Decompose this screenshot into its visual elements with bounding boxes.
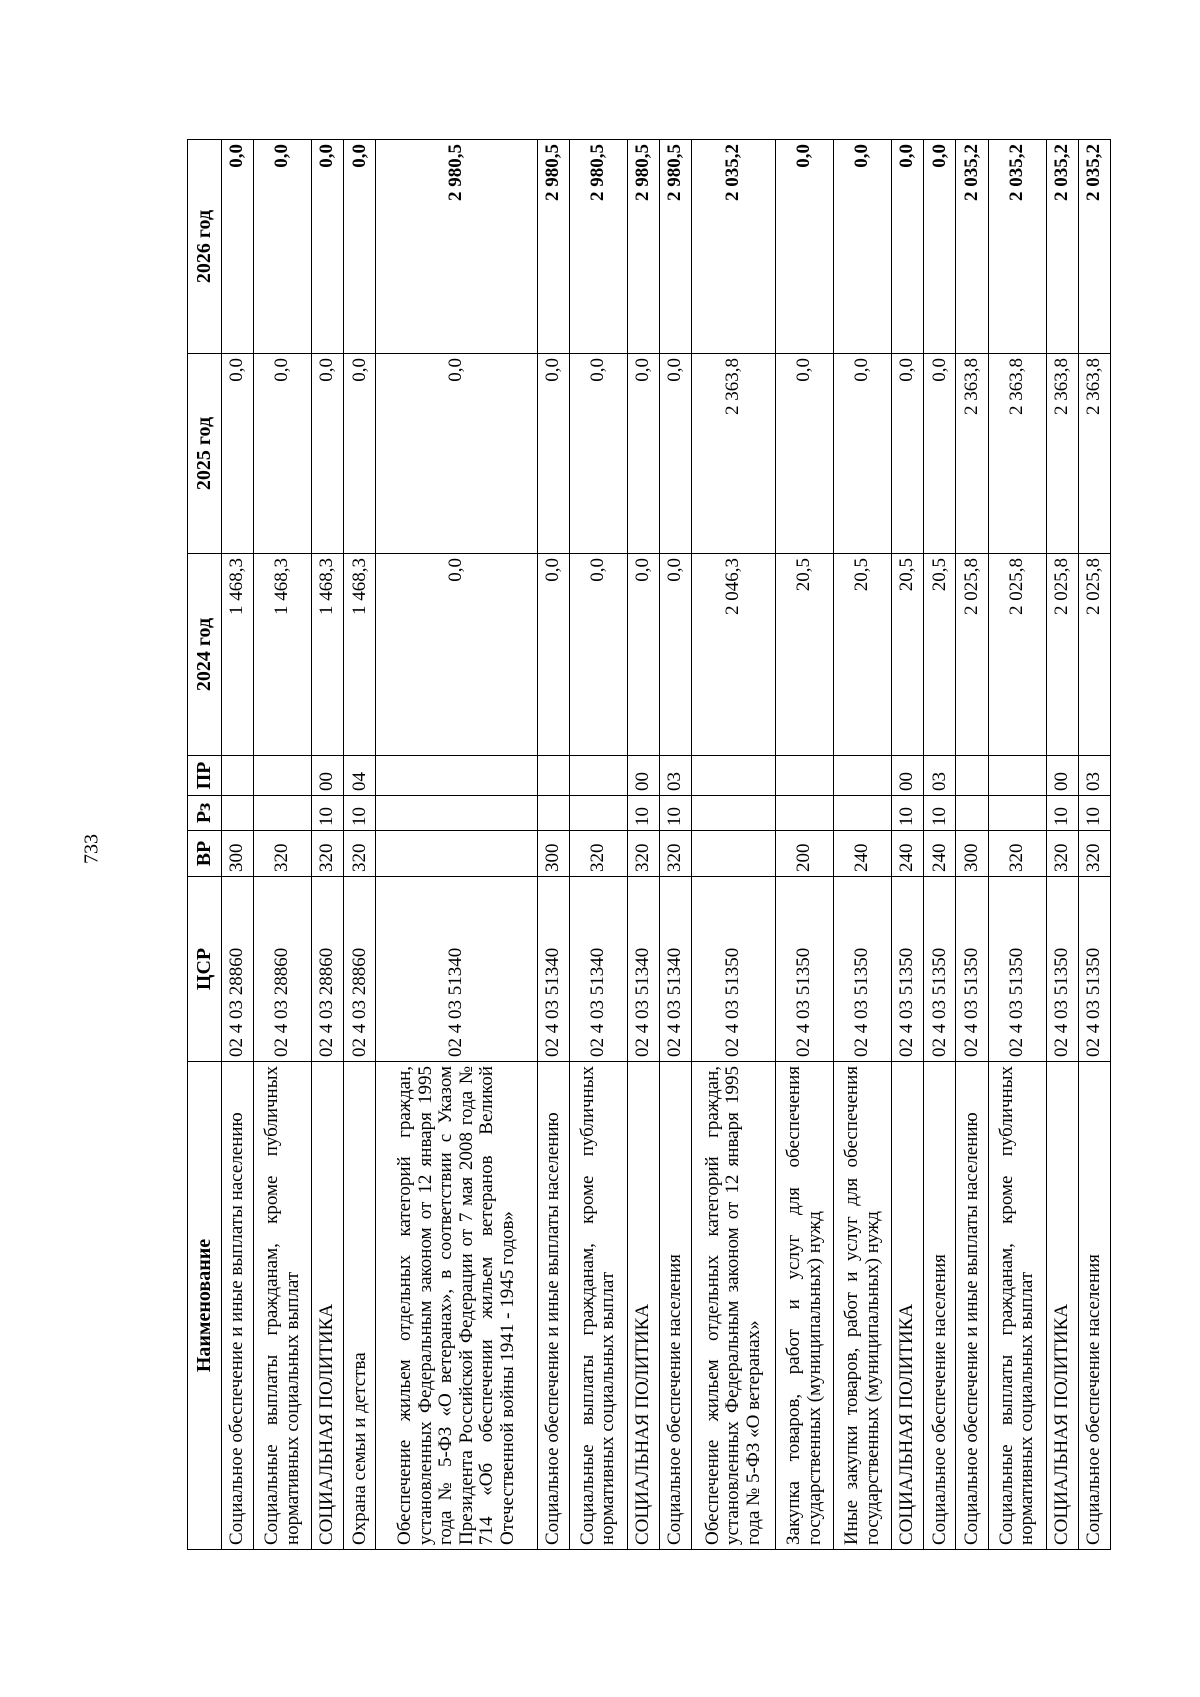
table-row	[627, 140, 659, 1550]
cell-pr	[376, 756, 537, 796]
cell-2024: 2 025,8	[1046, 554, 1078, 756]
cell-2026: 2 980,5	[660, 140, 692, 354]
cell-name: СОЦИАЛЬНАЯ ПОЛИТИКА	[892, 1062, 924, 1550]
cell-rz: 10	[892, 796, 924, 831]
cell-name: Обеспечение жильем отдельных категорий граждан, установленных Федеральным законом от 12 января 1995 года № 5-ФЗ «О ветеранах»	[692, 1062, 776, 1550]
table-header	[188, 140, 222, 1550]
cell-name: Охрана семьи и детства	[344, 1062, 376, 1550]
cell-csr: 02 4 03 51350	[1046, 877, 1078, 1062]
cell-2025: 0,0	[254, 354, 312, 554]
cell-name: Социальные выплаты гражданам, кроме публичных нормативных социальных выплат	[988, 1062, 1046, 1550]
cell-2026: 0,0	[254, 140, 312, 354]
cell-csr: 02 4 03 51350	[776, 877, 834, 1062]
table-row	[222, 140, 254, 1550]
cell-2025: 2 363,8	[956, 354, 988, 554]
cell-vr: 320	[569, 831, 627, 877]
cell-rz: 10	[1046, 796, 1078, 831]
cell-vr: 240	[892, 831, 924, 877]
cell-2025: 0,0	[537, 354, 569, 554]
cell-2024: 2 025,8	[956, 554, 988, 756]
cell-name: Социальное обеспечение и иные выплаты населению	[537, 1062, 569, 1550]
cell-name: Закупка товаров, работ и услуг для обеспечения государственных (муниципальных) нужд	[776, 1062, 834, 1550]
cell-pr	[956, 756, 988, 796]
table-row	[344, 140, 376, 1550]
cell-rz	[956, 796, 988, 831]
cell-pr: 03	[924, 756, 956, 796]
table-body	[222, 140, 1111, 1550]
cell-rz: 10	[344, 796, 376, 831]
cell-2025: 0,0	[834, 354, 892, 554]
table-row	[660, 140, 692, 1550]
cell-pr: 00	[1046, 756, 1078, 796]
cell-pr	[254, 756, 312, 796]
cell-vr: 300	[537, 831, 569, 877]
cell-csr: 02 4 03 28860	[222, 877, 254, 1062]
cell-rz: 10	[660, 796, 692, 831]
cell-pr: 00	[892, 756, 924, 796]
table-row	[892, 140, 924, 1550]
cell-vr: 320	[344, 831, 376, 877]
cell-2024: 20,5	[834, 554, 892, 756]
cell-2024: 2 046,3	[692, 554, 776, 756]
cell-name: СОЦИАЛЬНАЯ ПОЛИТИКА	[627, 1062, 659, 1550]
cell-csr: 02 4 03 51340	[660, 877, 692, 1062]
cell-pr: 04	[344, 756, 376, 796]
cell-vr: 320	[1046, 831, 1078, 877]
cell-vr: 200	[776, 831, 834, 877]
cell-2025: 0,0	[376, 354, 537, 554]
cell-name: Обеспечение жильем отдельных категорий граждан, установленных Федеральным законом от 12 января 1995 года № 5-ФЗ «О ветеранах», в соответствии с Указом Президента Российской Федерации от 7 мая 2008 года № 714 «Об обеспечении жильем ветеранов Великой Отечественной войны 1941 - 1945 годов»	[376, 1062, 537, 1550]
cell-2024: 0,0	[569, 554, 627, 756]
table-row	[569, 140, 627, 1550]
cell-vr	[692, 831, 776, 877]
cell-2025: 0,0	[222, 354, 254, 554]
cell-rz	[254, 796, 312, 831]
table-row	[776, 140, 834, 1550]
cell-csr: 02 4 03 28860	[312, 877, 344, 1062]
cell-pr	[692, 756, 776, 796]
cell-rz	[537, 796, 569, 831]
cell-2025: 2 363,8	[1046, 354, 1078, 554]
cell-name: Социальное обеспечение населения	[924, 1062, 956, 1550]
cell-pr	[834, 756, 892, 796]
cell-pr: 03	[660, 756, 692, 796]
cell-vr: 320	[988, 831, 1046, 877]
cell-name: Социальное обеспечение населения	[660, 1062, 692, 1550]
cell-2024: 20,5	[776, 554, 834, 756]
cell-pr: 03	[1078, 756, 1110, 796]
cell-2026: 2 035,2	[988, 140, 1046, 354]
header-pr: ПР	[188, 756, 222, 796]
cell-csr: 02 4 03 51350	[692, 877, 776, 1062]
cell-pr	[222, 756, 254, 796]
cell-2024: 0,0	[537, 554, 569, 756]
cell-2025: 0,0	[627, 354, 659, 554]
cell-2026: 0,0	[776, 140, 834, 354]
cell-2025: 0,0	[569, 354, 627, 554]
cell-csr: 02 4 03 51350	[1078, 877, 1110, 1062]
cell-2024: 2 025,8	[988, 554, 1046, 756]
cell-pr	[569, 756, 627, 796]
cell-rz	[988, 796, 1046, 831]
cell-2025: 0,0	[924, 354, 956, 554]
table-row	[956, 140, 988, 1550]
cell-2025: 0,0	[344, 354, 376, 554]
cell-2024: 2 025,8	[1078, 554, 1110, 756]
cell-2024: 0,0	[660, 554, 692, 756]
cell-csr: 02 4 03 51350	[892, 877, 924, 1062]
cell-2025: 2 363,8	[692, 354, 776, 554]
cell-vr: 320	[627, 831, 659, 877]
page-number-text: 733	[80, 834, 103, 864]
cell-2026: 0,0	[312, 140, 344, 354]
cell-2024: 20,5	[924, 554, 956, 756]
cell-name: Социальное обеспечение населения	[1078, 1062, 1110, 1550]
cell-vr: 320	[254, 831, 312, 877]
cell-rz: 10	[627, 796, 659, 831]
cell-vr: 320	[660, 831, 692, 877]
header-csr: ЦСР	[188, 877, 222, 1062]
header-2024: 2024 год	[188, 554, 222, 756]
cell-2026: 0,0	[892, 140, 924, 354]
cell-rz: 10	[1078, 796, 1110, 831]
cell-name: Социальное обеспечение и иные выплаты населению	[956, 1062, 988, 1550]
table-row	[692, 140, 776, 1550]
cell-csr: 02 4 03 51340	[537, 877, 569, 1062]
cell-rz	[834, 796, 892, 831]
cell-vr: 320	[312, 831, 344, 877]
header-2026: 2026 год	[188, 140, 222, 354]
cell-pr	[537, 756, 569, 796]
cell-name: Социальные выплаты гражданам, кроме публичных нормативных социальных выплат	[254, 1062, 312, 1550]
table-row	[312, 140, 344, 1550]
budget-table	[187, 139, 1111, 1550]
cell-vr: 300	[956, 831, 988, 877]
cell-2026: 0,0	[222, 140, 254, 354]
header-2025: 2025 год	[188, 354, 222, 554]
cell-name: СОЦИАЛЬНАЯ ПОЛИТИКА	[1046, 1062, 1078, 1550]
cell-2024: 1 468,3	[222, 554, 254, 756]
cell-2026: 2 035,2	[1078, 140, 1110, 354]
cell-rz	[692, 796, 776, 831]
cell-2026: 0,0	[344, 140, 376, 354]
table-row	[834, 140, 892, 1550]
cell-csr: 02 4 03 51350	[924, 877, 956, 1062]
table-row	[537, 140, 569, 1550]
header-vr: ВР	[188, 831, 222, 877]
cell-pr: 00	[312, 756, 344, 796]
cell-csr: 02 4 03 28860	[254, 877, 312, 1062]
cell-2026: 2 035,2	[956, 140, 988, 354]
cell-pr	[988, 756, 1046, 796]
cell-csr: 02 4 03 28860	[344, 877, 376, 1062]
cell-2025: 2 363,8	[1078, 354, 1110, 554]
table-row	[254, 140, 312, 1550]
cell-csr: 02 4 03 51350	[988, 877, 1046, 1062]
cell-name: СОЦИАЛЬНАЯ ПОЛИТИКА	[312, 1062, 344, 1550]
header-rz: Рз	[188, 796, 222, 831]
cell-2025: 0,0	[660, 354, 692, 554]
cell-2024: 1 468,3	[254, 554, 312, 756]
cell-2024: 20,5	[892, 554, 924, 756]
cell-2026: 2 980,5	[537, 140, 569, 354]
cell-vr: 240	[924, 831, 956, 877]
cell-2024: 1 468,3	[344, 554, 376, 756]
table-row	[1046, 140, 1078, 1550]
cell-csr: 02 4 03 51340	[627, 877, 659, 1062]
cell-2026: 2 980,5	[376, 140, 537, 354]
cell-2025: 2 363,8	[988, 354, 1046, 554]
cell-rz	[376, 796, 537, 831]
cell-rz	[222, 796, 254, 831]
cell-2024: 1 468,3	[312, 554, 344, 756]
cell-rz	[776, 796, 834, 831]
header-row	[188, 140, 222, 1550]
cell-2026: 0,0	[834, 140, 892, 354]
cell-2026: 2 035,2	[692, 140, 776, 354]
cell-rz: 10	[924, 796, 956, 831]
cell-2025: 0,0	[312, 354, 344, 554]
rotated-table-container	[187, 140, 1111, 1550]
table-row	[1078, 140, 1110, 1550]
cell-2024: 0,0	[376, 554, 537, 756]
cell-vr: 240	[834, 831, 892, 877]
cell-2026: 2 980,5	[627, 140, 659, 354]
cell-pr	[776, 756, 834, 796]
cell-vr	[376, 831, 537, 877]
cell-pr: 00	[627, 756, 659, 796]
cell-vr: 320	[1078, 831, 1110, 877]
cell-rz	[569, 796, 627, 831]
cell-rz: 10	[312, 796, 344, 831]
cell-csr: 02 4 03 51350	[834, 877, 892, 1062]
cell-csr: 02 4 03 51340	[569, 877, 627, 1062]
cell-2026: 2 035,2	[1046, 140, 1078, 354]
cell-2024: 0,0	[627, 554, 659, 756]
cell-name: Иные закупки товаров, работ и услуг для обеспечения государственных (муниципальных) нужд	[834, 1062, 892, 1550]
cell-vr: 300	[222, 831, 254, 877]
header-name: Наименование	[188, 1062, 222, 1550]
table-row	[376, 140, 537, 1550]
cell-2026: 0,0	[924, 140, 956, 354]
cell-csr: 02 4 03 51340	[376, 877, 537, 1062]
cell-2025: 0,0	[776, 354, 834, 554]
table-row	[988, 140, 1046, 1550]
cell-2025: 0,0	[892, 354, 924, 554]
cell-2026: 2 980,5	[569, 140, 627, 354]
cell-csr: 02 4 03 51350	[956, 877, 988, 1062]
table-row	[924, 140, 956, 1550]
cell-name: Социальные выплаты гражданам, кроме публичных нормативных социальных выплат	[569, 1062, 627, 1550]
cell-name: Социальное обеспечение и иные выплаты населению	[222, 1062, 254, 1550]
